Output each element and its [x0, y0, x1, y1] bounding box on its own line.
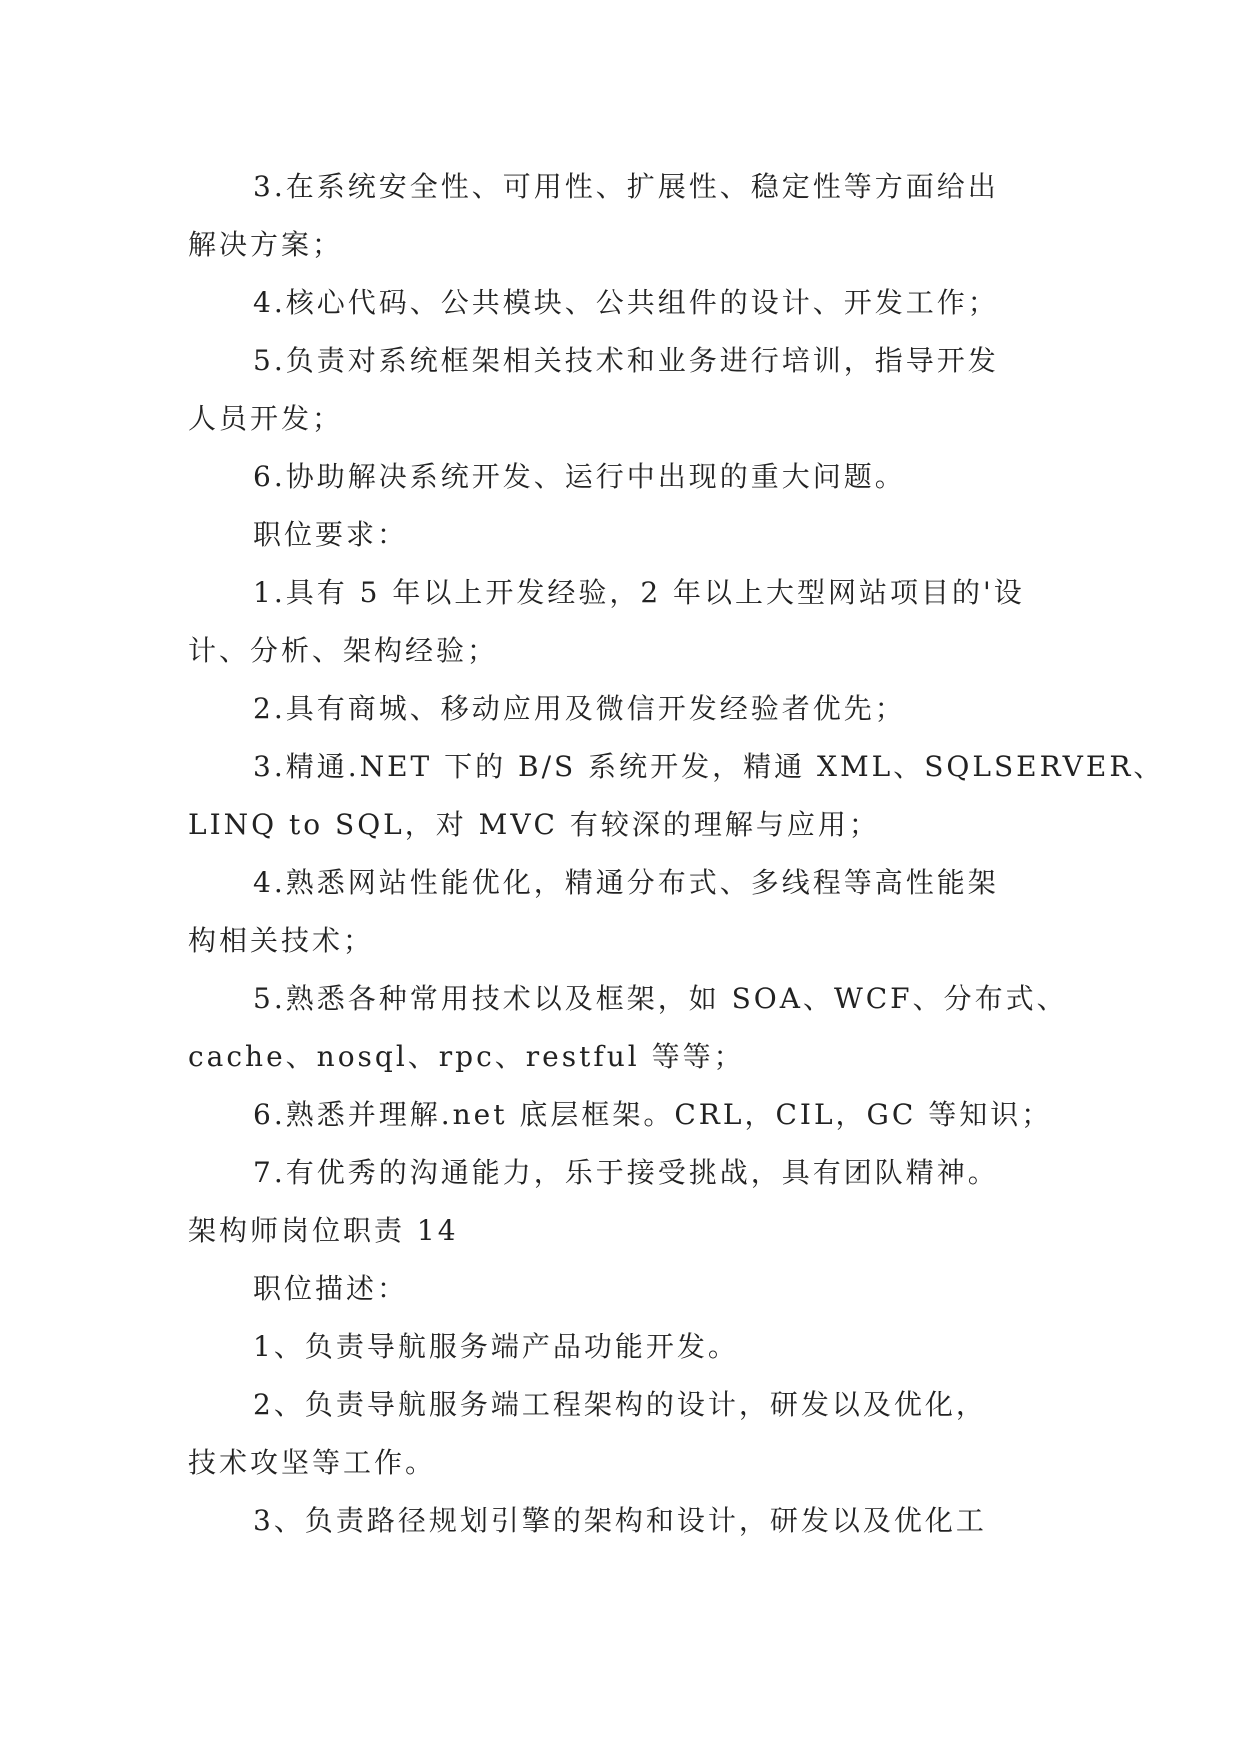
- document-body: [188, 158, 1165, 1550]
- text-line: 计、分析、架构经验；: [188, 634, 499, 667]
- text-line: 解决方案；: [188, 228, 344, 261]
- text-line: 2.具有商城、移动应用及微信开发经验者优先；: [253, 692, 906, 725]
- text-line: 4.熟悉网站性能优化，精通分布式、多线程等高性能架: [253, 866, 999, 899]
- text-line: 6.熟悉并理解.net 底层框架。CRL，CIL，GC 等知识；: [253, 1098, 1053, 1131]
- text-line: 6.协助解决系统开发、运行中出现的重大问题。: [253, 460, 906, 493]
- text-line: 3.精通.NET 下的 B/S 系统开发，精通 XML、SQLSERVER、: [253, 750, 1165, 783]
- text-line: 架构师岗位职责 14: [188, 1214, 459, 1247]
- text-line: 1、负责导航服务端产品功能开发。: [253, 1330, 739, 1363]
- text-line: 3.在系统安全性、可用性、扩展性、稳定性等方面给出: [253, 170, 999, 203]
- text-line: LINQ to SQL，对 MVC 有较深的理解与应用；: [188, 808, 880, 841]
- text-line: 4.核心代码、公共模块、公共组件的设计、开发工作；: [253, 286, 999, 319]
- text-line: 技术攻坚等工作。: [188, 1446, 437, 1479]
- text-line: 1.具有 5 年以上开发经验，2 年以上大型网站项目的'设: [253, 576, 1025, 609]
- text-line: 2、负责导航服务端工程架构的设计，研发以及优化，: [253, 1388, 987, 1421]
- text-line: 人员开发；: [188, 402, 344, 435]
- text-line: 构相关技术；: [188, 924, 375, 957]
- text-line: 3、负责路径规划引擎的架构和设计，研发以及优化工: [253, 1504, 987, 1537]
- text-line: 7.有优秀的沟通能力，乐于接受挑战，具有团队精神。: [253, 1156, 999, 1189]
- text-line: 5.熟悉各种常用技术以及框架，如 SOA、WCF、分布式、: [253, 982, 1068, 1015]
- text-line: 职位描述：: [253, 1272, 409, 1305]
- text-line: 5.负责对系统框架相关技术和业务进行培训，指导开发: [253, 344, 999, 377]
- text-line: 职位要求：: [253, 518, 409, 551]
- text-line: cache、nosql、rpc、restful 等等；: [188, 1040, 745, 1073]
